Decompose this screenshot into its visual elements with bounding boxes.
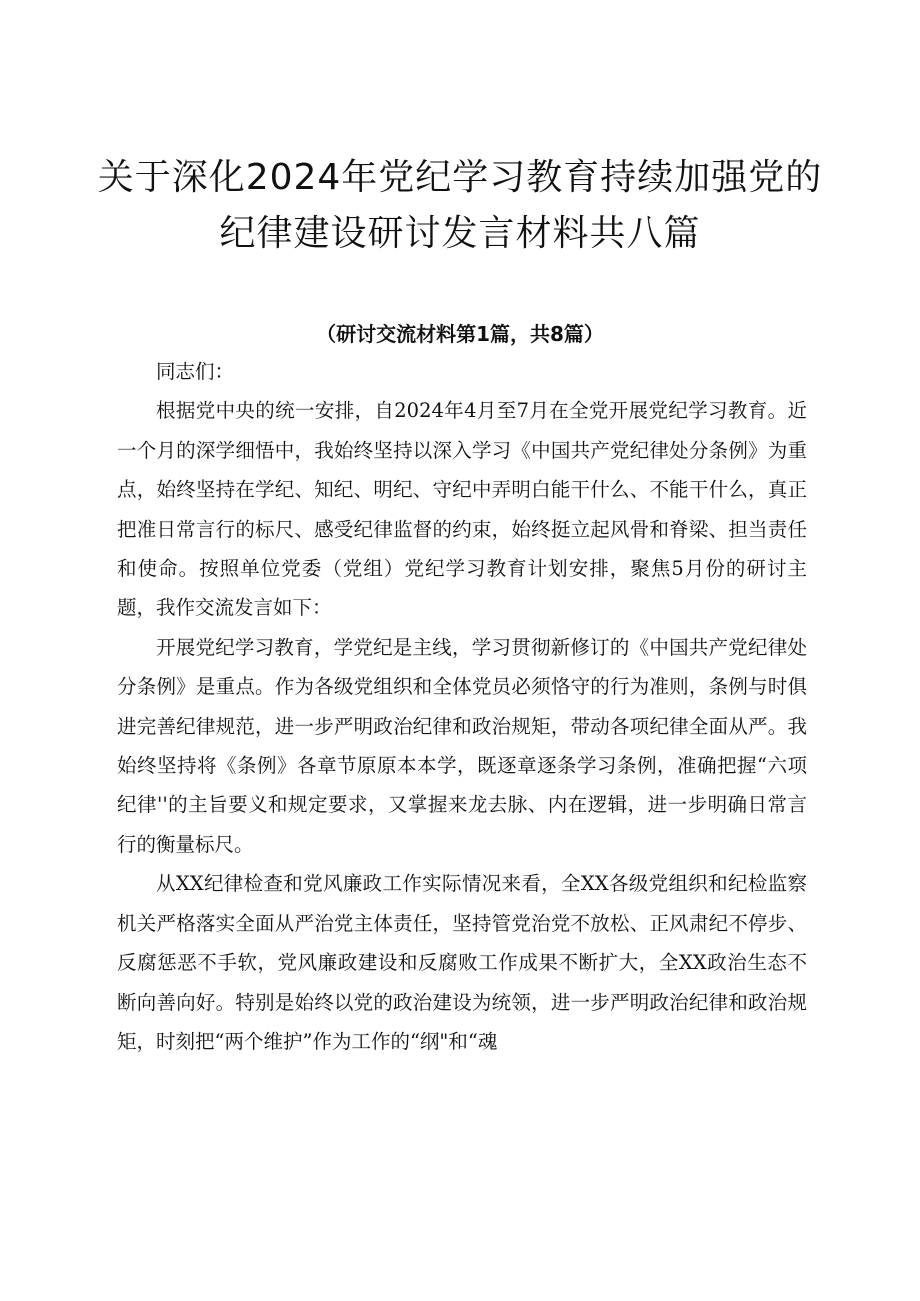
paragraph-2: 开展党纪学习教育，学党纪是主线，学习贯彻新修订的《中国共产党纪律处分条例》是重点。作为各级党组织和全体党员必须恪守的行为准则，条例与时俱进完善纪律规范，进一步严明政治纪律和政治规矩，带动各项纪律全面从严。我始终坚持将《条例》各章节原原本本学，既逐章逐条学习条例，准确把握“六项纪律''的主旨要义和规定要求，又掌握来龙去脉、内在逻辑，进一步明确日常言行的衡量标尺。 — [117, 635, 807, 856]
paragraph-3: 从XX纪律检查和党风廉政工作实际情况来看，全XX各级党组织和纪检监察机关严格落实全面从严治党主体责任，坚持管党治党不放松、正风肃纪不停步、反腐惩恶不手软，党风廉政建设和反腐败工作成果不断扩大，全XX政治生态不断向善向好。特别是始终以党的政治建设为统领，进一步严明政治纪律和政治规矩，时刻把“两个维护”作为工作的“纲"和“魂 — [117, 872, 807, 1053]
title-line-2: 纪律建设研讨发言材料共八篇 — [219, 213, 701, 254]
document-title — [80, 150, 840, 262]
document-body — [117, 352, 807, 1061]
document-subtitle: （研讨交流材料第1篇，共8篇） — [316, 322, 604, 346]
title-line-1: 关于深化2024年党纪学习教育持续加强党的 — [97, 157, 823, 198]
paragraph-1: 根据党中央的统一安排，自2024年4月至7月在全党开展党纪学习教育。近一个月的深学细悟中，我始终坚持以深入学习《中国共产党纪律处分条例》为重点，始终坚持在学纪、知纪、明纪、守纪中弄明白能干什么、不能干什么，真正把准日常言行的标尺、感受纪律监督的约束，始终挺立起风骨和脊梁、担当责任和使命。按照单位党委（党组）党纪学习教育计划安排，聚焦5月份的研讨主题，我作交流发言如下： — [117, 399, 807, 620]
greeting: 同志们： — [156, 360, 235, 383]
